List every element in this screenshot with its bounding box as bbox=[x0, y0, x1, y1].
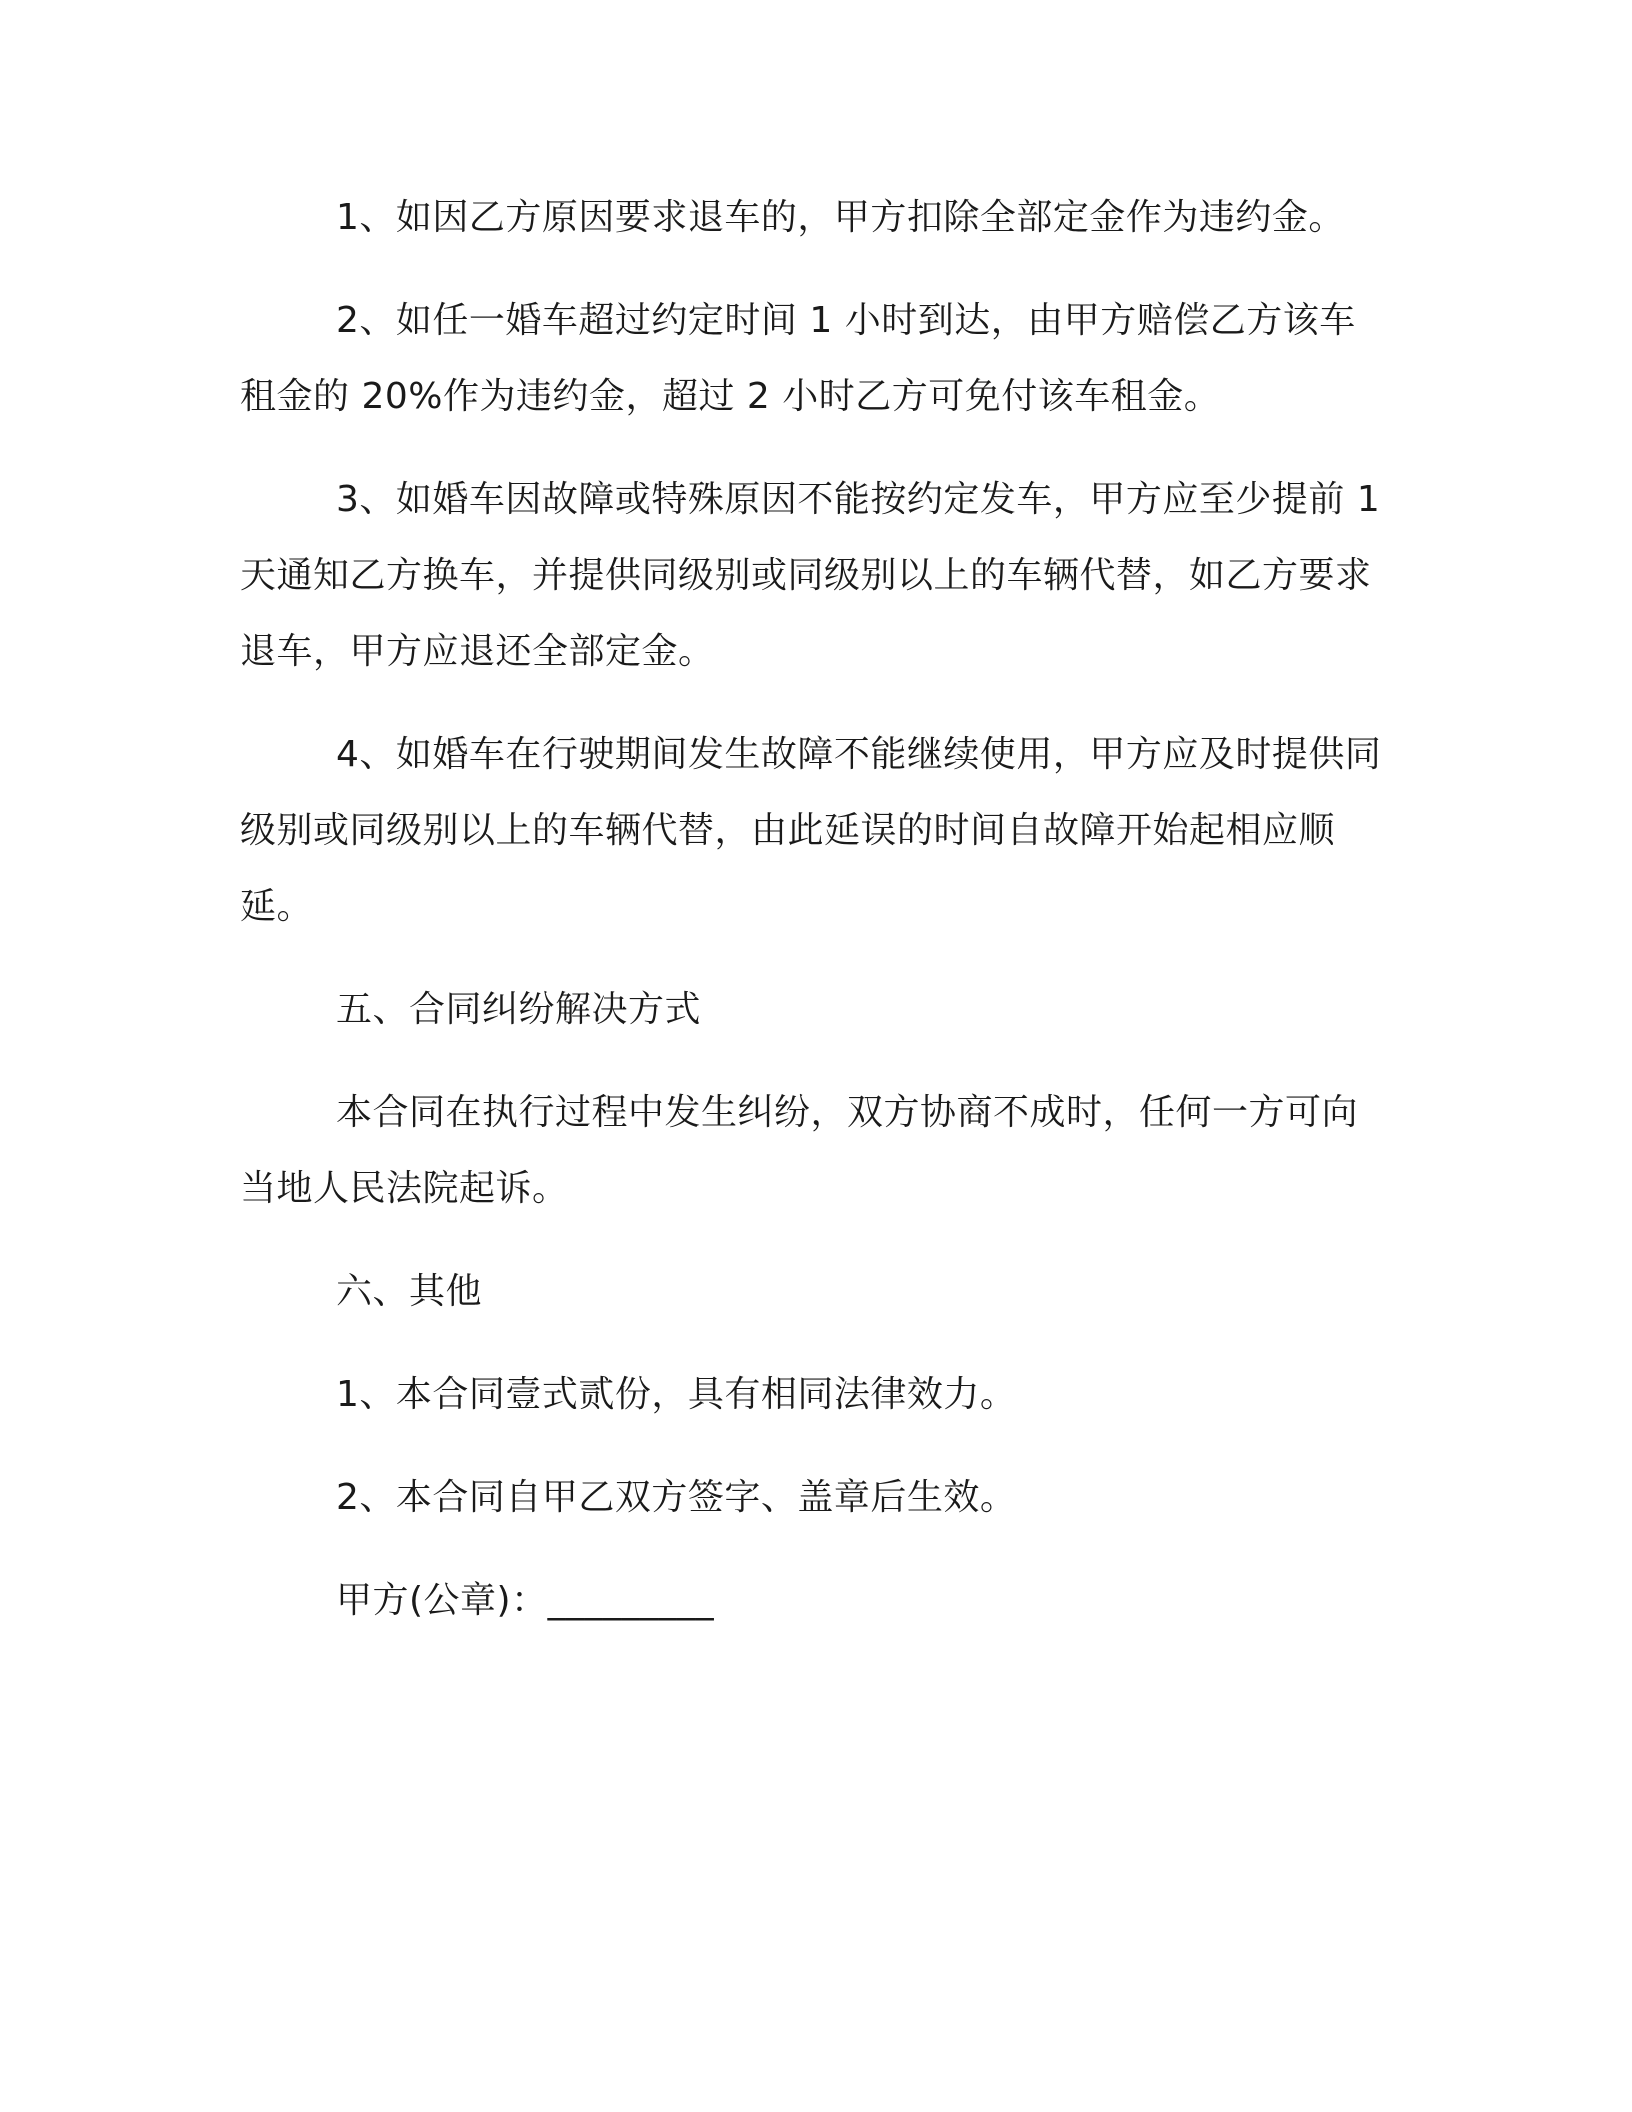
section-heading-dispute: 五、合同纠纷解决方式 bbox=[336, 989, 702, 1030]
party-a-signature-line: 甲方(公章)：_________ bbox=[336, 1580, 715, 1621]
clause-breakdown: 4、如婚车在行驶期间发生故障不能继续使用，甲方应及时提供同级别或同级别以上的车辆代替，由此延误的时间自故障开始起相应顺延。 bbox=[240, 734, 1382, 927]
clause-copies: 1、本合同壹式贰份，具有相同法律效力。 bbox=[336, 1374, 1017, 1415]
clause-vehicle-replacement: 3、如婚车因故障或特殊原因不能按约定发车，甲方应至少提前 1 天通知乙方换车，并提供同级别或同级别以上的车辆代替，如乙方要求退车，甲方应退还全部定金。 bbox=[240, 479, 1393, 672]
clause-effective: 2、本合同自甲乙双方签字、盖章后生效。 bbox=[336, 1477, 1017, 1518]
clause-late-arrival: 2、如任一婚车超过约定时间 1 小时到达，由甲方赔偿乙方该车租金的 20%作为违约金，超过 2 小时乙方可免付该车租金。 bbox=[240, 300, 1356, 417]
section-heading-other: 六、其他 bbox=[336, 1271, 483, 1312]
document-body bbox=[240, 180, 1392, 1639]
clause-dispute-resolution: 本合同在执行过程中发生纠纷，双方协商不成时，任何一方可向当地人民法院起诉。 bbox=[240, 1092, 1359, 1209]
clause-refund-forfeit: 1、如因乙方原因要求退车的，甲方扣除全部定金作为违约金。 bbox=[336, 197, 1345, 238]
